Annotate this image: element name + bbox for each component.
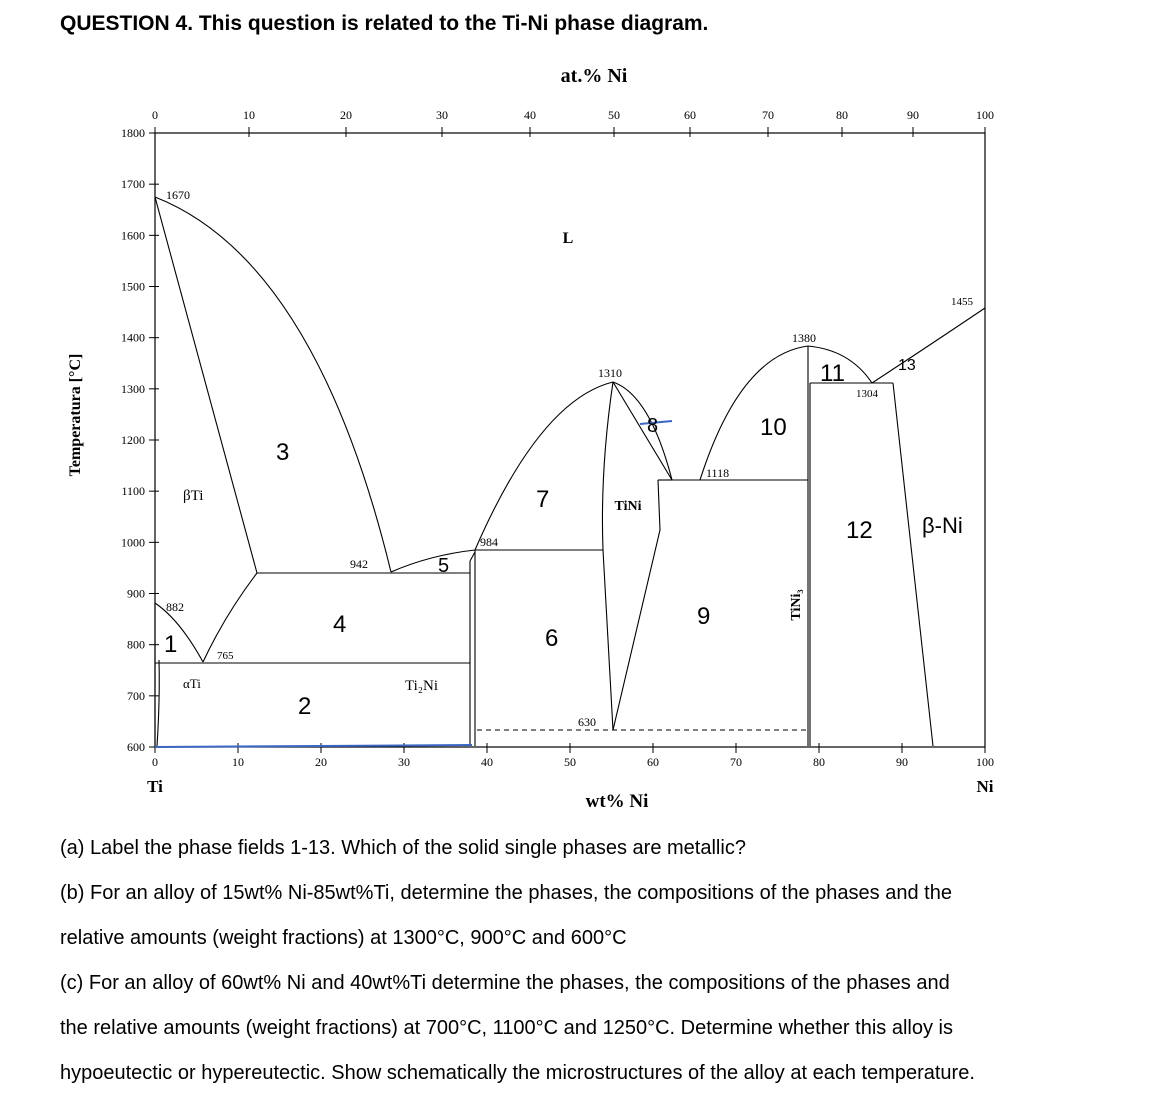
bottom-tick-label: 0	[152, 755, 158, 769]
temp-765: 765	[217, 650, 234, 662]
top-tick-label: 90	[907, 108, 919, 122]
y-tick-label: 1000	[121, 535, 145, 550]
bottom-tick-label: 30	[398, 755, 410, 769]
field-3: 3	[276, 439, 290, 466]
bottom-tick-label: 90	[896, 755, 908, 769]
liquidus-tini3-left	[700, 346, 808, 480]
y-tick-label: 700	[127, 688, 145, 703]
y-tick-label: 1400	[121, 330, 145, 345]
question-b-line1: (b) For an alloy of 15wt% Ni-85wt%Ti, determine the phases, the compositions of the phases and the	[60, 882, 952, 904]
bottom-tick-label: 50	[564, 755, 576, 769]
field-5: 5	[438, 555, 450, 577]
question-a: (a) Label the phase fields 1-13. Which of the solid single phases are metallic?	[60, 837, 746, 859]
bottom-tick-label: 70	[730, 755, 742, 769]
temp-1310: 1310	[598, 366, 622, 380]
bottom-axis-label: wt% Ni	[585, 791, 649, 812]
y-tick-label: 1200	[121, 433, 145, 447]
bottom-tick-label: 80	[813, 755, 825, 769]
y-tick-label: 800	[127, 637, 145, 652]
y-tick-label: 1100	[121, 484, 145, 499]
bottom-tick-label: 40	[481, 755, 493, 769]
phase-liquid: L	[562, 230, 574, 247]
bottom-tick-label: 60	[647, 755, 659, 769]
y-tick-label: 1800	[121, 126, 145, 140]
top-tick-label: 70	[762, 108, 774, 122]
top-axis-label: at.% Ni	[560, 65, 628, 87]
temp-1455: 1455	[951, 296, 973, 308]
temp-1670: 1670	[166, 188, 190, 202]
y-tick-label: 1700	[121, 177, 145, 192]
temp-630: 630	[578, 715, 596, 729]
temp-942: 942	[350, 557, 368, 571]
field-11: 11	[820, 360, 845, 387]
temp-882: 882	[166, 600, 184, 614]
y-tick-label: 1600	[121, 228, 145, 243]
y-axis-label: Temperatura [°C]	[67, 353, 84, 477]
question-title: QUESTION 4. This question is related to the Ti-Ni phase diagram.	[60, 12, 709, 35]
temp-1380: 1380	[792, 331, 816, 345]
field-1: 1	[164, 631, 178, 658]
top-tick-label: 10	[243, 108, 255, 122]
field-12: 12	[846, 517, 873, 544]
field-2: 2	[298, 693, 312, 720]
top-tick-label: 80	[836, 108, 848, 122]
liquidus-tini-left	[475, 382, 613, 550]
phase-tini3: TiNi₃	[789, 589, 804, 621]
phase-beta-ti: βTi	[183, 488, 204, 504]
field-4: 4	[333, 611, 347, 638]
top-tick-label: 30	[436, 108, 448, 122]
field-9: 9	[697, 603, 711, 630]
beta-transus-right	[203, 573, 257, 662]
element-ni-label: Ni	[976, 777, 994, 796]
y-ticks	[121, 126, 159, 754]
phase-ti2ni: Ti₂Ni	[405, 678, 439, 694]
phase-tini: TiNi	[614, 499, 642, 514]
bottom-tick-label: 10	[232, 755, 244, 769]
top-tick-label: 60	[684, 108, 696, 122]
bottom-tick-label: 20	[315, 755, 327, 769]
tini-left-boundary	[602, 382, 613, 730]
top-tick-label: 40	[524, 108, 536, 122]
liquidus-ti-side	[155, 197, 391, 572]
y-tick-label: 900	[127, 586, 145, 601]
tini-right-boundary	[613, 480, 660, 730]
field-13: 13	[898, 357, 916, 374]
element-ti-label: Ti	[147, 777, 163, 796]
solidus-beta-ti	[155, 197, 257, 573]
y-tick-label: 1300	[121, 381, 145, 396]
phase-alpha-ti: αTi	[183, 676, 201, 691]
question-c-line1: (c) For an alloy of 60wt% Ni and 40wt%Ti determine the phases, the compositions of the phases and	[60, 972, 950, 994]
phase-beta-ni: β-Ni	[922, 513, 963, 538]
temp-1118: 1118	[706, 466, 730, 480]
field-8: 8	[647, 415, 659, 437]
top-tick-label: 20	[340, 108, 352, 122]
field-10: 10	[760, 414, 787, 441]
y-tick-label: 600	[127, 740, 145, 754]
top-tick-label: 0	[152, 108, 158, 122]
top-tick-label: 100	[976, 108, 994, 122]
y-tick-label: 1500	[121, 279, 145, 294]
field-7: 7	[536, 486, 550, 513]
question-c-line2: the relative amounts (weight fractions) at 700°C, 1100°C and 1250°C. Determine whether this alloy is	[60, 1017, 953, 1039]
question-b-line2: relative amounts (weight fractions) at 1300°C, 900°C and 600°C	[60, 927, 627, 949]
phase-boundaries	[155, 197, 985, 746]
field-6: 6	[545, 625, 559, 652]
top-tick-label: 50	[608, 108, 620, 122]
temp-1304: 1304	[856, 388, 878, 400]
question-c-line3: hypoeutectic or hypereutectic. Show schematically the microstructures of the alloy at each temperature.	[60, 1062, 975, 1084]
bottom-tick-label: 100	[976, 755, 994, 769]
temp-984: 984	[480, 535, 498, 549]
